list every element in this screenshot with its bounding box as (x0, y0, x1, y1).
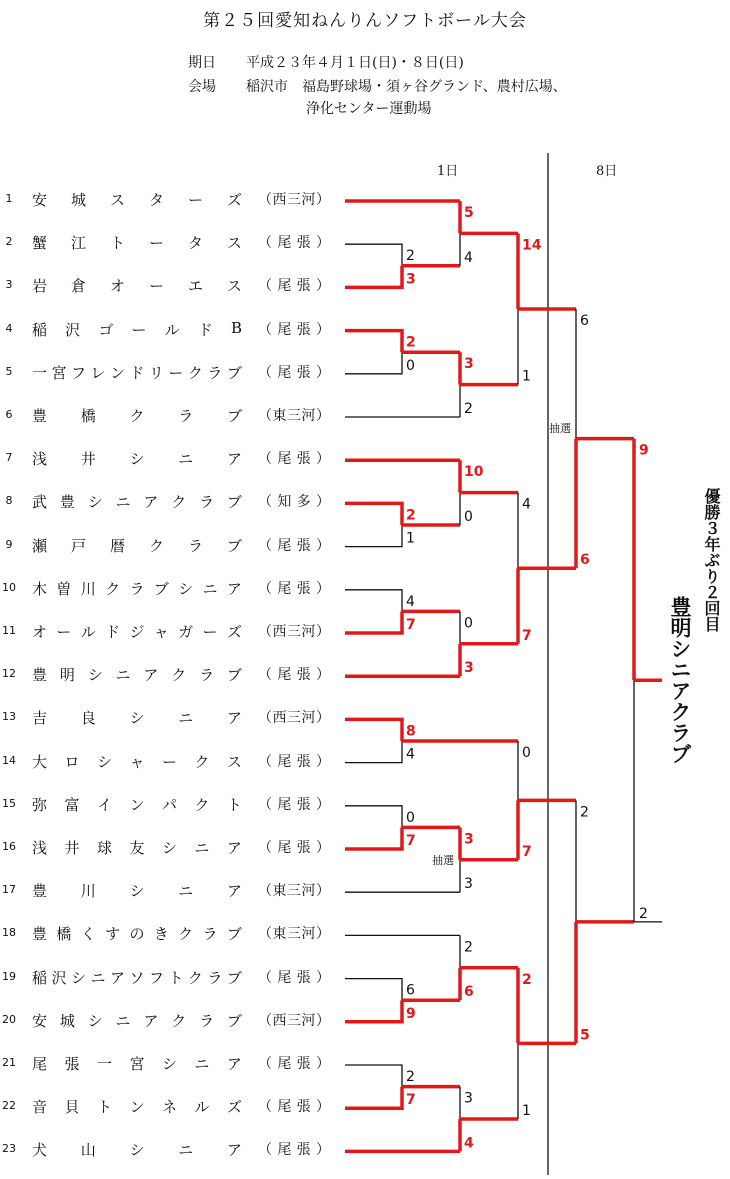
score-label: 4 (522, 496, 531, 513)
team-name: 浅 井 球 友 シ ニ ア (32, 839, 242, 857)
team-region: （ 尾 張 ） (258, 1142, 330, 1159)
score-label: 7 (406, 833, 416, 849)
day1-label: 1日 (437, 164, 459, 179)
team-region: （ 尾 張 ） (258, 796, 330, 813)
venue-label: 会場 (188, 79, 216, 95)
bracket-line (345, 331, 402, 353)
team-region: （ 尾 張 ） (258, 667, 330, 684)
page-title: 第２５回愛知ねんりんソフトボール大会 (203, 11, 527, 31)
bracket-line (345, 1087, 402, 1109)
bracket-line (345, 244, 402, 266)
team-name: 豊 橋 ク ラ ブ (32, 407, 242, 425)
team-number: 23 (2, 1142, 16, 1156)
score-label: 3 (464, 1090, 473, 1107)
score-label: 9 (406, 1005, 416, 1022)
bracket-line (345, 503, 402, 525)
bracket-line (345, 741, 402, 763)
team-name: 一 宮 フ レ ン ド リ ー ク ラ ブ (32, 363, 242, 382)
team-name: 安 城 シ ニ ア ク ラ ブ (32, 1011, 242, 1030)
team-number: 11 (2, 624, 16, 637)
team-name: 浅 井 シ ニ ア (32, 450, 242, 469)
team-region: （ 西 三 河 ） (258, 192, 330, 208)
team-name: 稲 沢 ゴ ー ル ド B (32, 318, 242, 339)
team-number: 10 (2, 580, 16, 594)
score-label: 6 (464, 984, 474, 1001)
score-label: 0 (464, 509, 473, 525)
team-number: 13 (2, 710, 16, 724)
team-number: 22 (2, 1099, 16, 1113)
bracket-line (345, 266, 402, 288)
team-region: （ 東 三 河 ） (258, 408, 330, 424)
score-label: 5 (580, 1027, 590, 1044)
team-number: 18 (2, 926, 16, 940)
team-name: 尾 張 一 宮 シ ニ ア (32, 1055, 242, 1073)
team-region: （ 尾 張 ） (258, 364, 330, 381)
score-label: 3 (464, 356, 474, 373)
team-name: 木 曽 川 ク ラ ブ シ ニ ア (32, 579, 242, 598)
score-label: 2 (580, 804, 589, 821)
team-region: （ 東 三 河 ） (258, 883, 330, 900)
team-region: （ 尾 張 ） (258, 537, 330, 554)
venue-value-2: 浄化センター運動場 (306, 101, 432, 117)
score-label: 0 (522, 745, 531, 761)
team-name: 弥 富 イ ン パ ク ト (32, 795, 242, 814)
score-label: 0 (464, 615, 473, 632)
team-region: （ 尾 張 ） (258, 969, 330, 986)
team-name: 豊 川 シ ニ ア (32, 882, 242, 901)
champion-team: 豊明シニアクラブ (668, 596, 693, 764)
bracket-line (345, 827, 402, 849)
lottery-note: 抽選 (549, 422, 571, 435)
team-name: オ ー ル ド ジ ャ ガ ー ズ (32, 623, 242, 641)
team-number: 21 (2, 1056, 16, 1069)
team-region: （ 尾 張 ） (258, 1056, 330, 1072)
venue-value: 稲沢市 福島野球場・須ヶ谷グランド、農村広場、 (246, 79, 567, 95)
score-label: 0 (406, 809, 415, 826)
bracket-line (345, 806, 402, 828)
team-number: 17 (2, 883, 16, 897)
team-name: 豊 明 シ ニ ア ク ラ ブ (32, 666, 242, 685)
team-number: 9 (5, 537, 13, 551)
team-number: 6 (5, 408, 13, 421)
score-label: 3 (464, 831, 474, 848)
team-region: （ 尾 張 ） (258, 1099, 330, 1116)
score-label: 7 (406, 617, 416, 633)
team-number: 19 (2, 969, 16, 983)
score-label: 4 (406, 746, 415, 763)
team-region: （ 西 三 河 ） (258, 624, 330, 640)
team-number: 1 (5, 192, 13, 205)
team-number: 5 (5, 364, 13, 378)
score-label: 7 (522, 843, 532, 860)
team-name: 蟹 江 ト ー タ ス (32, 234, 242, 253)
team-name: 吉 良 シ ニ ア (32, 709, 242, 728)
team-region: （ 尾 張 ） (258, 753, 330, 770)
team-name: 大 ロ シ ャ ー ク ス (32, 752, 242, 771)
team-name: 豊 橋 く す の き ク ラ ブ (32, 925, 242, 944)
team-number: 15 (2, 796, 16, 810)
team-number: 20 (2, 1012, 16, 1026)
score-label: 2 (406, 1069, 415, 1085)
team-region: （ 知 多 ） (258, 494, 330, 511)
score-label: 7 (406, 1092, 416, 1109)
score-label: 6 (580, 313, 589, 329)
team-region: （ 尾 張 ） (258, 321, 330, 338)
team-name: 安 城 ス タ ー ズ (32, 191, 242, 209)
champion-note: 優勝３年ぶり２回目 (702, 488, 721, 632)
team-region: （ 尾 張 ） (258, 235, 330, 252)
score-label: 2 (406, 248, 415, 265)
team-name: 音 貝 ト ン ネ ル ズ (32, 1098, 242, 1117)
team-number: 12 (2, 667, 16, 681)
team-name: 稲 沢 シ ニ ア ソ フ ト ク ラ ブ (32, 968, 242, 987)
score-label: 1 (406, 530, 415, 547)
bracket-line (345, 611, 402, 633)
team-region: （ 尾 張 ） (258, 580, 330, 597)
score-label: 8 (406, 723, 416, 740)
day8-label: 8日 (596, 164, 618, 179)
team-number: 2 (5, 235, 13, 249)
team-number: 4 (5, 321, 13, 335)
team-region: （ 西 三 河 ） (258, 1012, 330, 1029)
score-label: 5 (464, 205, 474, 221)
score-label: 3 (406, 271, 416, 288)
score-label: 2 (464, 939, 473, 956)
score-label: 9 (639, 442, 649, 459)
team-number: 14 (2, 753, 16, 767)
team-number: 3 (5, 278, 13, 292)
date-label: 期日 (188, 55, 216, 71)
bracket-line (345, 590, 402, 612)
score-label: 2 (406, 507, 416, 524)
team-region: （ 西 三 河 ） (258, 710, 330, 727)
score-label: 0 (406, 357, 415, 374)
team-number: 16 (2, 840, 16, 853)
score-label: 1 (522, 368, 531, 385)
score-label: 4 (406, 593, 415, 610)
team-name: 岩 倉 オ ー エ ス (32, 277, 242, 296)
score-label: 2 (522, 971, 532, 988)
team-name: 武 豊 シ ニ ア ク ラ ブ (32, 493, 242, 512)
lottery-note: 抽選 (432, 854, 454, 867)
team-region: （ 尾 張 ） (258, 278, 330, 295)
score-label: 2 (639, 905, 648, 922)
score-label: 2 (406, 334, 416, 351)
score-label: 3 (464, 660, 474, 677)
score-label: 4 (464, 249, 473, 266)
team-number: 8 (5, 494, 13, 508)
bracket-line (345, 1065, 402, 1087)
bracket-line (345, 979, 402, 1001)
bracket-line (345, 352, 402, 374)
bracket-line (345, 1000, 402, 1022)
score-label: 7 (522, 627, 532, 644)
team-name: 瀬 戸 暦 ク ラ ブ (32, 536, 242, 555)
score-label: 6 (580, 552, 590, 569)
team-region: （ 東 三 河 ） (258, 926, 330, 943)
score-label: 3 (464, 876, 473, 893)
team-name: 犬 山 シ ニ ア (32, 1141, 242, 1160)
bracket-line (345, 719, 402, 741)
date-value: 平成２３年４月１日(日)・８日(日) (246, 55, 464, 71)
team-number: 7 (5, 451, 13, 465)
score-label: 10 (464, 464, 484, 481)
team-region: （ 尾 張 ） (258, 451, 330, 468)
bracket-line (345, 525, 402, 547)
team-region: （ 尾 張 ） (258, 840, 330, 856)
score-label: 14 (522, 237, 542, 254)
score-label: 6 (406, 982, 415, 999)
score-label: 1 (522, 1103, 531, 1119)
score-label: 4 (464, 1135, 474, 1152)
score-label: 2 (464, 401, 473, 417)
